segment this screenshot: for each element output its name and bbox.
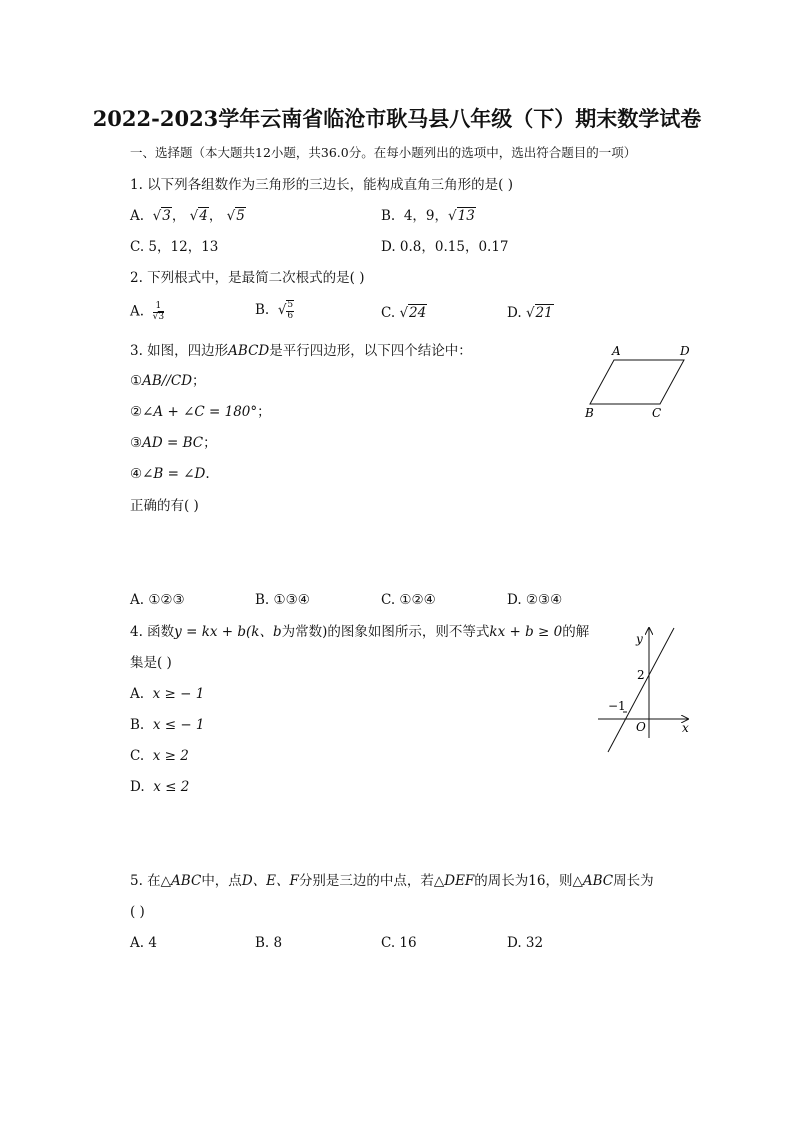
- q3-option-d: D. ②③④: [507, 592, 563, 608]
- q5-option-a: A. 4: [130, 935, 157, 951]
- q2-stem: 2. 下列根式中，是最简二次根式的是( ): [130, 270, 365, 286]
- q2-option-b: B. √ $\frac{5}{6}$: [255, 300, 294, 321]
- origin-label: O: [636, 720, 646, 734]
- label-A: A: [612, 344, 621, 358]
- q3-option-b: B. ①③④: [255, 592, 310, 608]
- q4-option-d: D. x ≤ 2: [130, 779, 190, 795]
- q2-option-c: C. √24: [381, 305, 427, 321]
- q1-option-d: D. 0.8，0.15，0.17: [381, 239, 509, 255]
- q1-option-c: C. 5，12，13: [130, 239, 219, 255]
- q4-stem-line1: 4. 函数y = kx + b(k、b为常数)的图象如图所示，则不等式kx + b ≥ 0的解: [130, 624, 590, 640]
- label-B: B: [585, 406, 594, 420]
- q3-statement-3: ③AD = BC；: [130, 435, 217, 451]
- q4-option-c: C. x ≥ 2: [130, 748, 189, 764]
- q3-stem: 3. 如图，四边形ABCD是平行四边形，以下四个结论中：: [130, 343, 472, 359]
- q3-option-c: C. ①②④: [381, 592, 436, 608]
- q5-option-b: B. 8: [255, 935, 283, 951]
- parallelogram-figure: [580, 340, 700, 420]
- q5-stem-line1: 5. 在△ABC中，点D、E、F分别是三边的中点，若△DEF的周长为16，则△ABC周长为: [130, 873, 654, 889]
- intercept-2-label: 2: [637, 668, 645, 682]
- q3-statement-1: ①AB//CD；: [130, 373, 206, 389]
- linear-function-graph: [598, 620, 698, 760]
- q3-ask: 正确的有( ): [130, 498, 199, 514]
- section-heading: 一、选择题（本大题共12小题，共36.0分。在每小题列出的选项中，选出符合题目的一项）: [130, 145, 637, 160]
- parallelogram-shape: [590, 360, 684, 404]
- q1-option-a: A. √3， √4， √5: [130, 208, 245, 224]
- q3-statement-4: ④∠B = ∠D.: [130, 466, 210, 482]
- sqrt-symbol: √3: [152, 208, 171, 224]
- q5-option-d: D. 32: [507, 935, 544, 951]
- q3-option-a: A. ①②③: [130, 592, 185, 608]
- label-C: C: [652, 406, 662, 420]
- x-axis-label: x: [682, 721, 689, 735]
- q5-option-c: C. 16: [381, 935, 417, 951]
- y-axis-label: y: [636, 632, 643, 646]
- intercept-neg1-label: −1: [608, 699, 626, 713]
- label-D: D: [680, 344, 690, 358]
- page-title: 2022-2023学年云南省临沧市耿马县八年级（下）期末数学试卷: [92, 106, 702, 131]
- q3-statement-2: ②∠A + ∠C = 180°；: [130, 404, 271, 420]
- q1-stem: 1. 以下列各组数作为三角形的三边长，能构成直角三角形的是( ): [130, 177, 513, 193]
- q2-option-d: D. √21: [507, 305, 553, 321]
- q4-stem-line2: 集是( ): [130, 655, 172, 671]
- q2-option-a: A. $\frac{1}{√3}$: [130, 301, 165, 322]
- q5-stem-line2: ( ): [130, 904, 145, 920]
- q4-option-b: B. x ≤ − 1: [130, 717, 205, 733]
- q4-option-a: A. x ≥ − 1: [130, 686, 205, 702]
- q1-option-b: B. 4，9，√13: [381, 208, 475, 224]
